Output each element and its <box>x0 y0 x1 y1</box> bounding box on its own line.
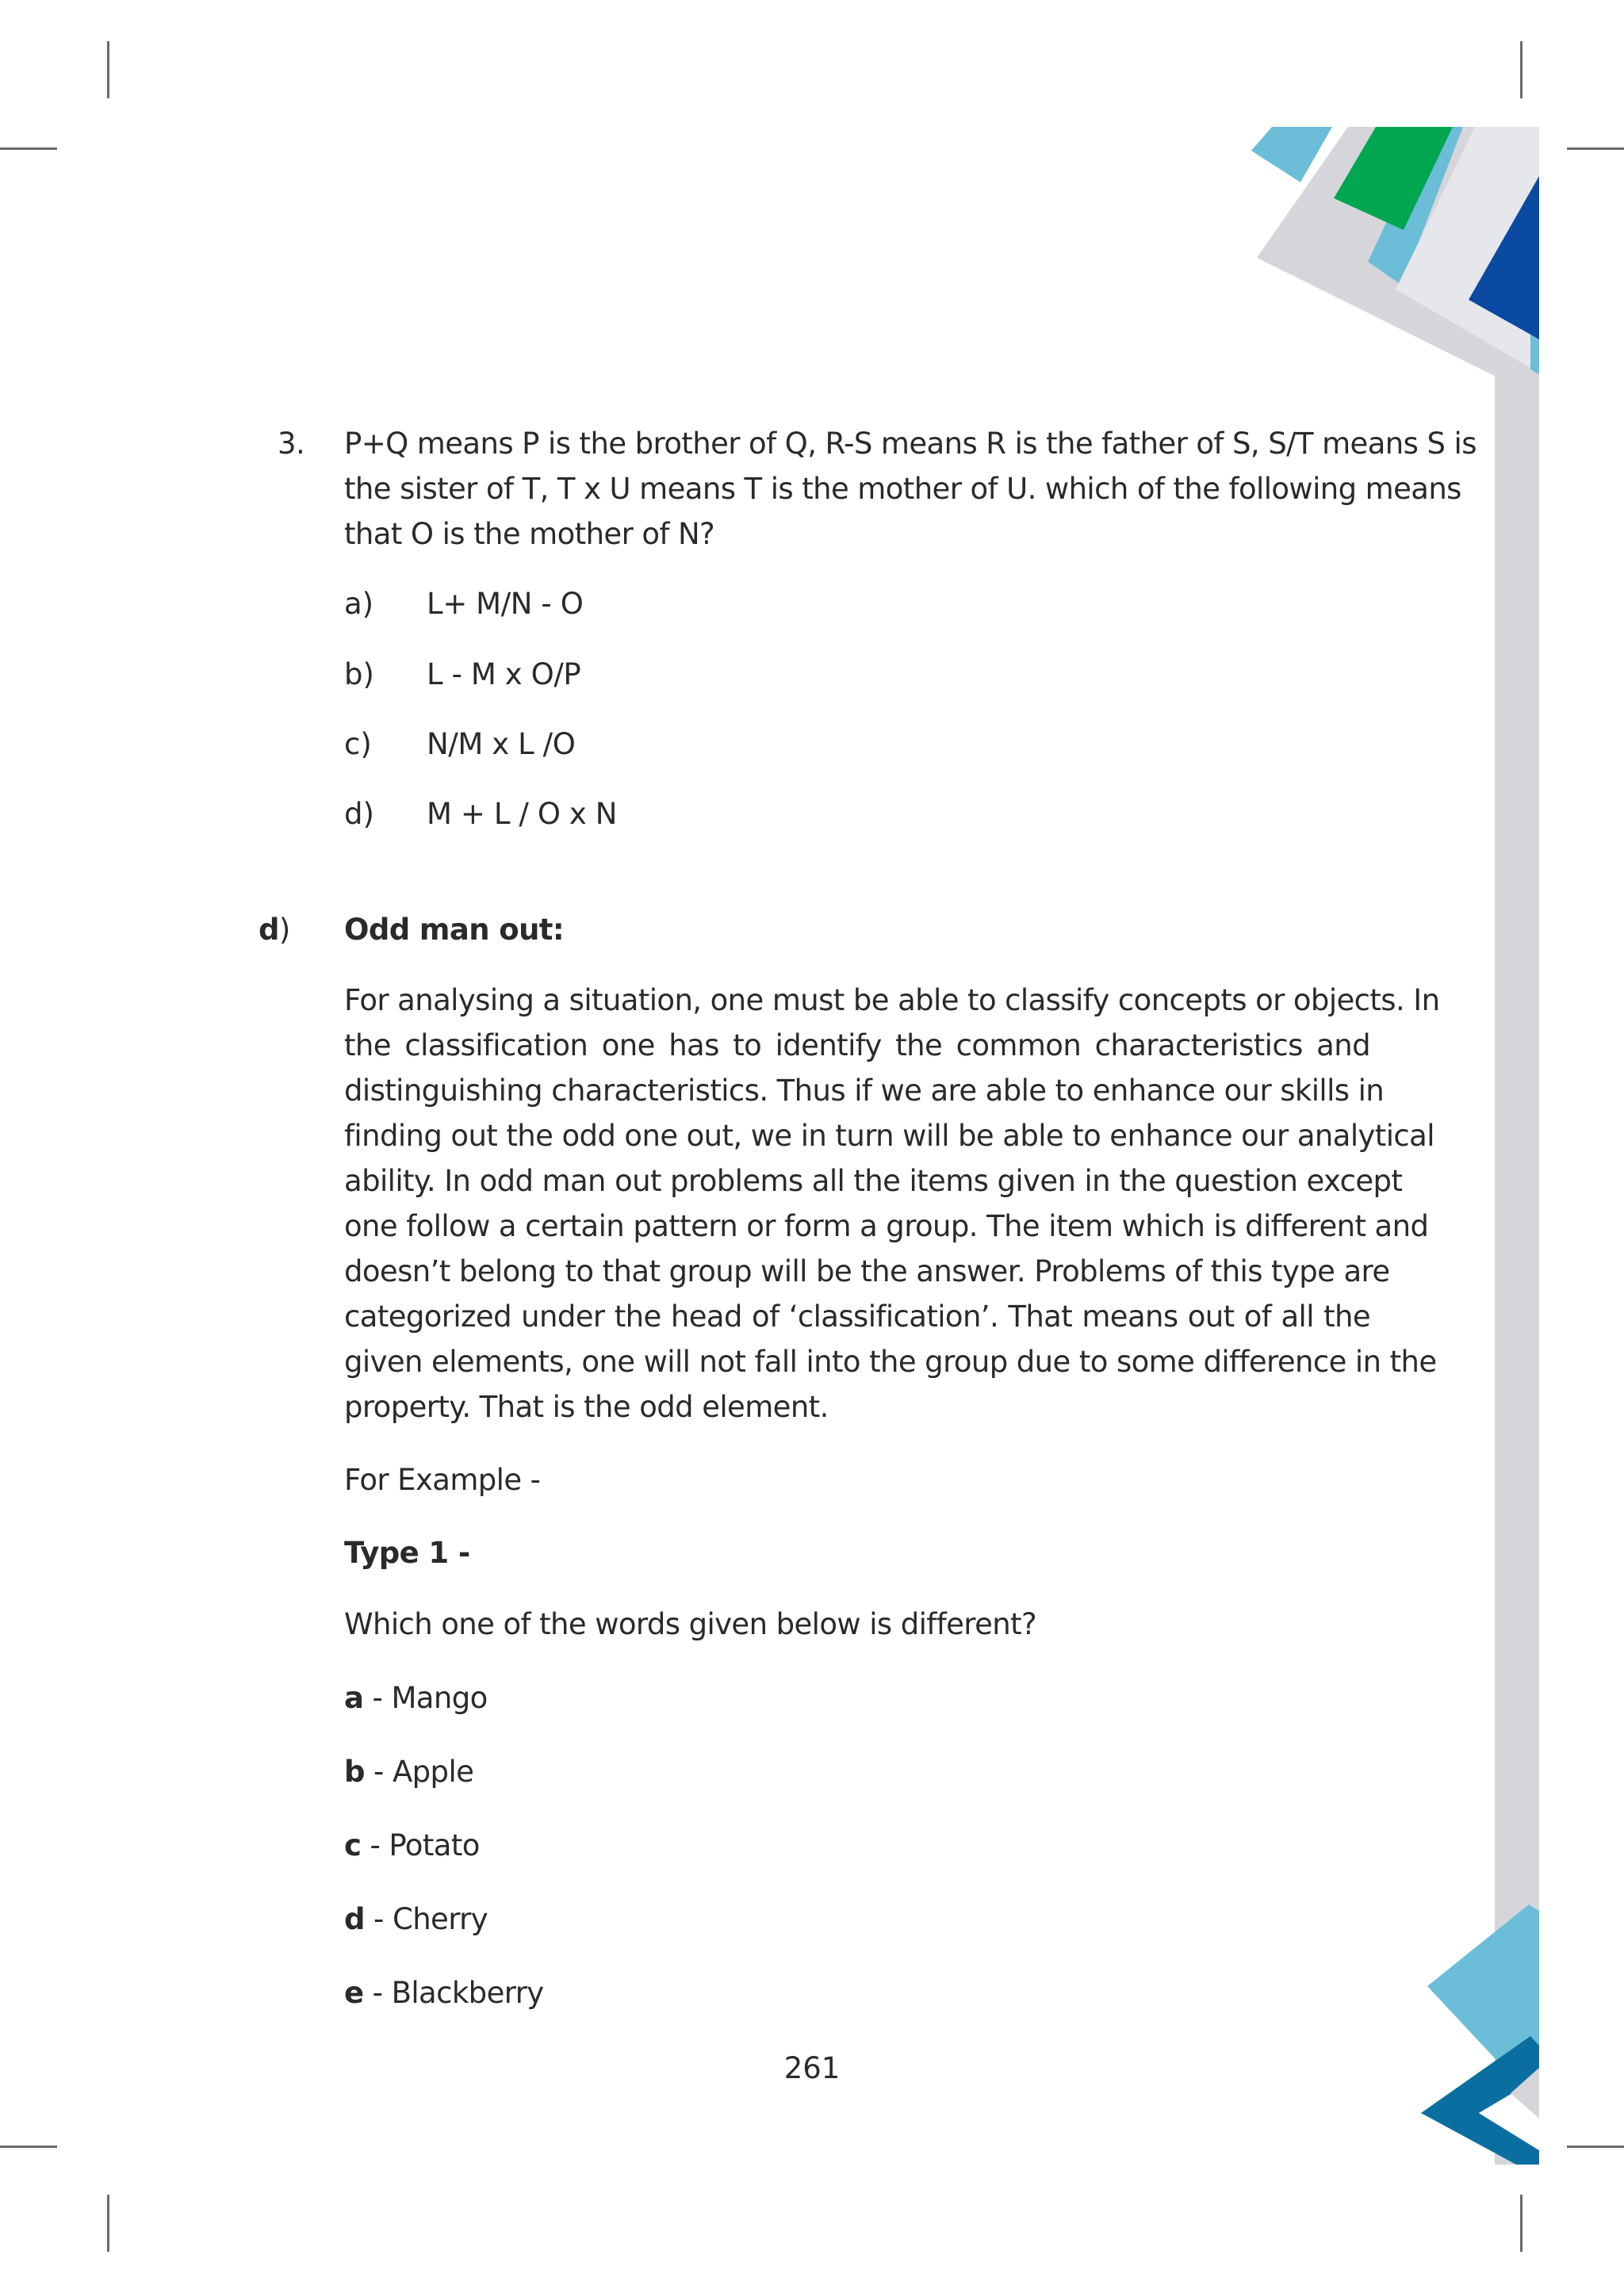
paragraph-line-5: ability. In odd man out problems all the items given in the question except <box>344 1164 1403 1198</box>
option-letter-c: c) <box>344 727 372 761</box>
grey-side-band <box>1495 373 1539 2165</box>
example-question: Which one of the words given below is different? <box>344 1607 1037 1641</box>
item-letter-d: d <box>344 1902 365 1936</box>
example-label: For Example - <box>344 1463 541 1497</box>
item-letter-b: b <box>344 1755 365 1789</box>
question-line-2: the sister of T, T x U means T is the mother of U. which of the following means <box>344 472 1461 506</box>
paragraph-line-7: doesn’t belong to that group will be the answer. Problems of this type are <box>344 1254 1390 1288</box>
paragraph-line-6: one follow a certain pattern or form a group. The item which is different and <box>344 1209 1429 1243</box>
list-item <box>344 1823 480 1869</box>
section-letter: d <box>259 913 279 947</box>
paragraph-line-8: categorized under the head of ‘classification’. That means out of all the <box>344 1300 1370 1334</box>
option-text-c: N/M x L /O <box>427 727 576 761</box>
item-text-c: - Potato <box>361 1828 480 1862</box>
paragraph-line-9: given elements, one will not fall into the group due to some difference in the <box>344 1345 1437 1379</box>
item-text-a: - Mango <box>363 1681 488 1715</box>
paragraph-line-1: For analysing a situation, one must be able to classify concepts or objects. In <box>344 983 1440 1017</box>
section-title: Odd man out: <box>344 913 565 947</box>
item-letter-a: a <box>344 1681 364 1715</box>
list-item <box>344 1897 488 1943</box>
list-item <box>344 1675 488 1721</box>
item-letter-c: c <box>344 1828 362 1862</box>
page-number: 261 <box>783 2051 841 2085</box>
option-letter-d: d) <box>344 797 374 831</box>
paragraph-line-4: finding out the odd one out, we in turn will be able to enhance our analytical <box>344 1119 1434 1153</box>
option-text-a: L+ M/N - O <box>427 587 584 621</box>
section-marker <box>259 907 290 953</box>
item-text-d: - Cherry <box>364 1902 488 1936</box>
option-text-b: L - M x O/P <box>427 657 581 691</box>
option-text-d: M + L / O x N <box>427 797 618 831</box>
paragraph-line-10: property. That is the odd element. <box>344 1390 829 1424</box>
list-item <box>344 1749 473 1795</box>
item-letter-e: e <box>344 1976 364 2010</box>
question-number: 3. <box>278 427 305 461</box>
paragraph-line-3: distinguishing characteristics. Thus if we are able to enhance our skills in <box>344 1074 1385 1108</box>
type-label: Type 1 - <box>344 1536 470 1570</box>
item-text-e: - Blackberry <box>363 1976 544 2010</box>
question-line-3: that O is the mother of N? <box>344 517 715 551</box>
paragraph-line-2: the classification one has to identify the common characteristics and <box>344 1028 1370 1062</box>
option-letter-a: a) <box>344 587 374 621</box>
item-text-b: - Apple <box>364 1755 474 1789</box>
list-item <box>344 1970 544 2016</box>
question-line-1: P+Q means P is the brother of Q, R-S means R is the father of S, S/T means S is <box>344 427 1477 461</box>
section-paren: ) <box>278 913 290 947</box>
option-letter-b: b) <box>344 657 374 691</box>
